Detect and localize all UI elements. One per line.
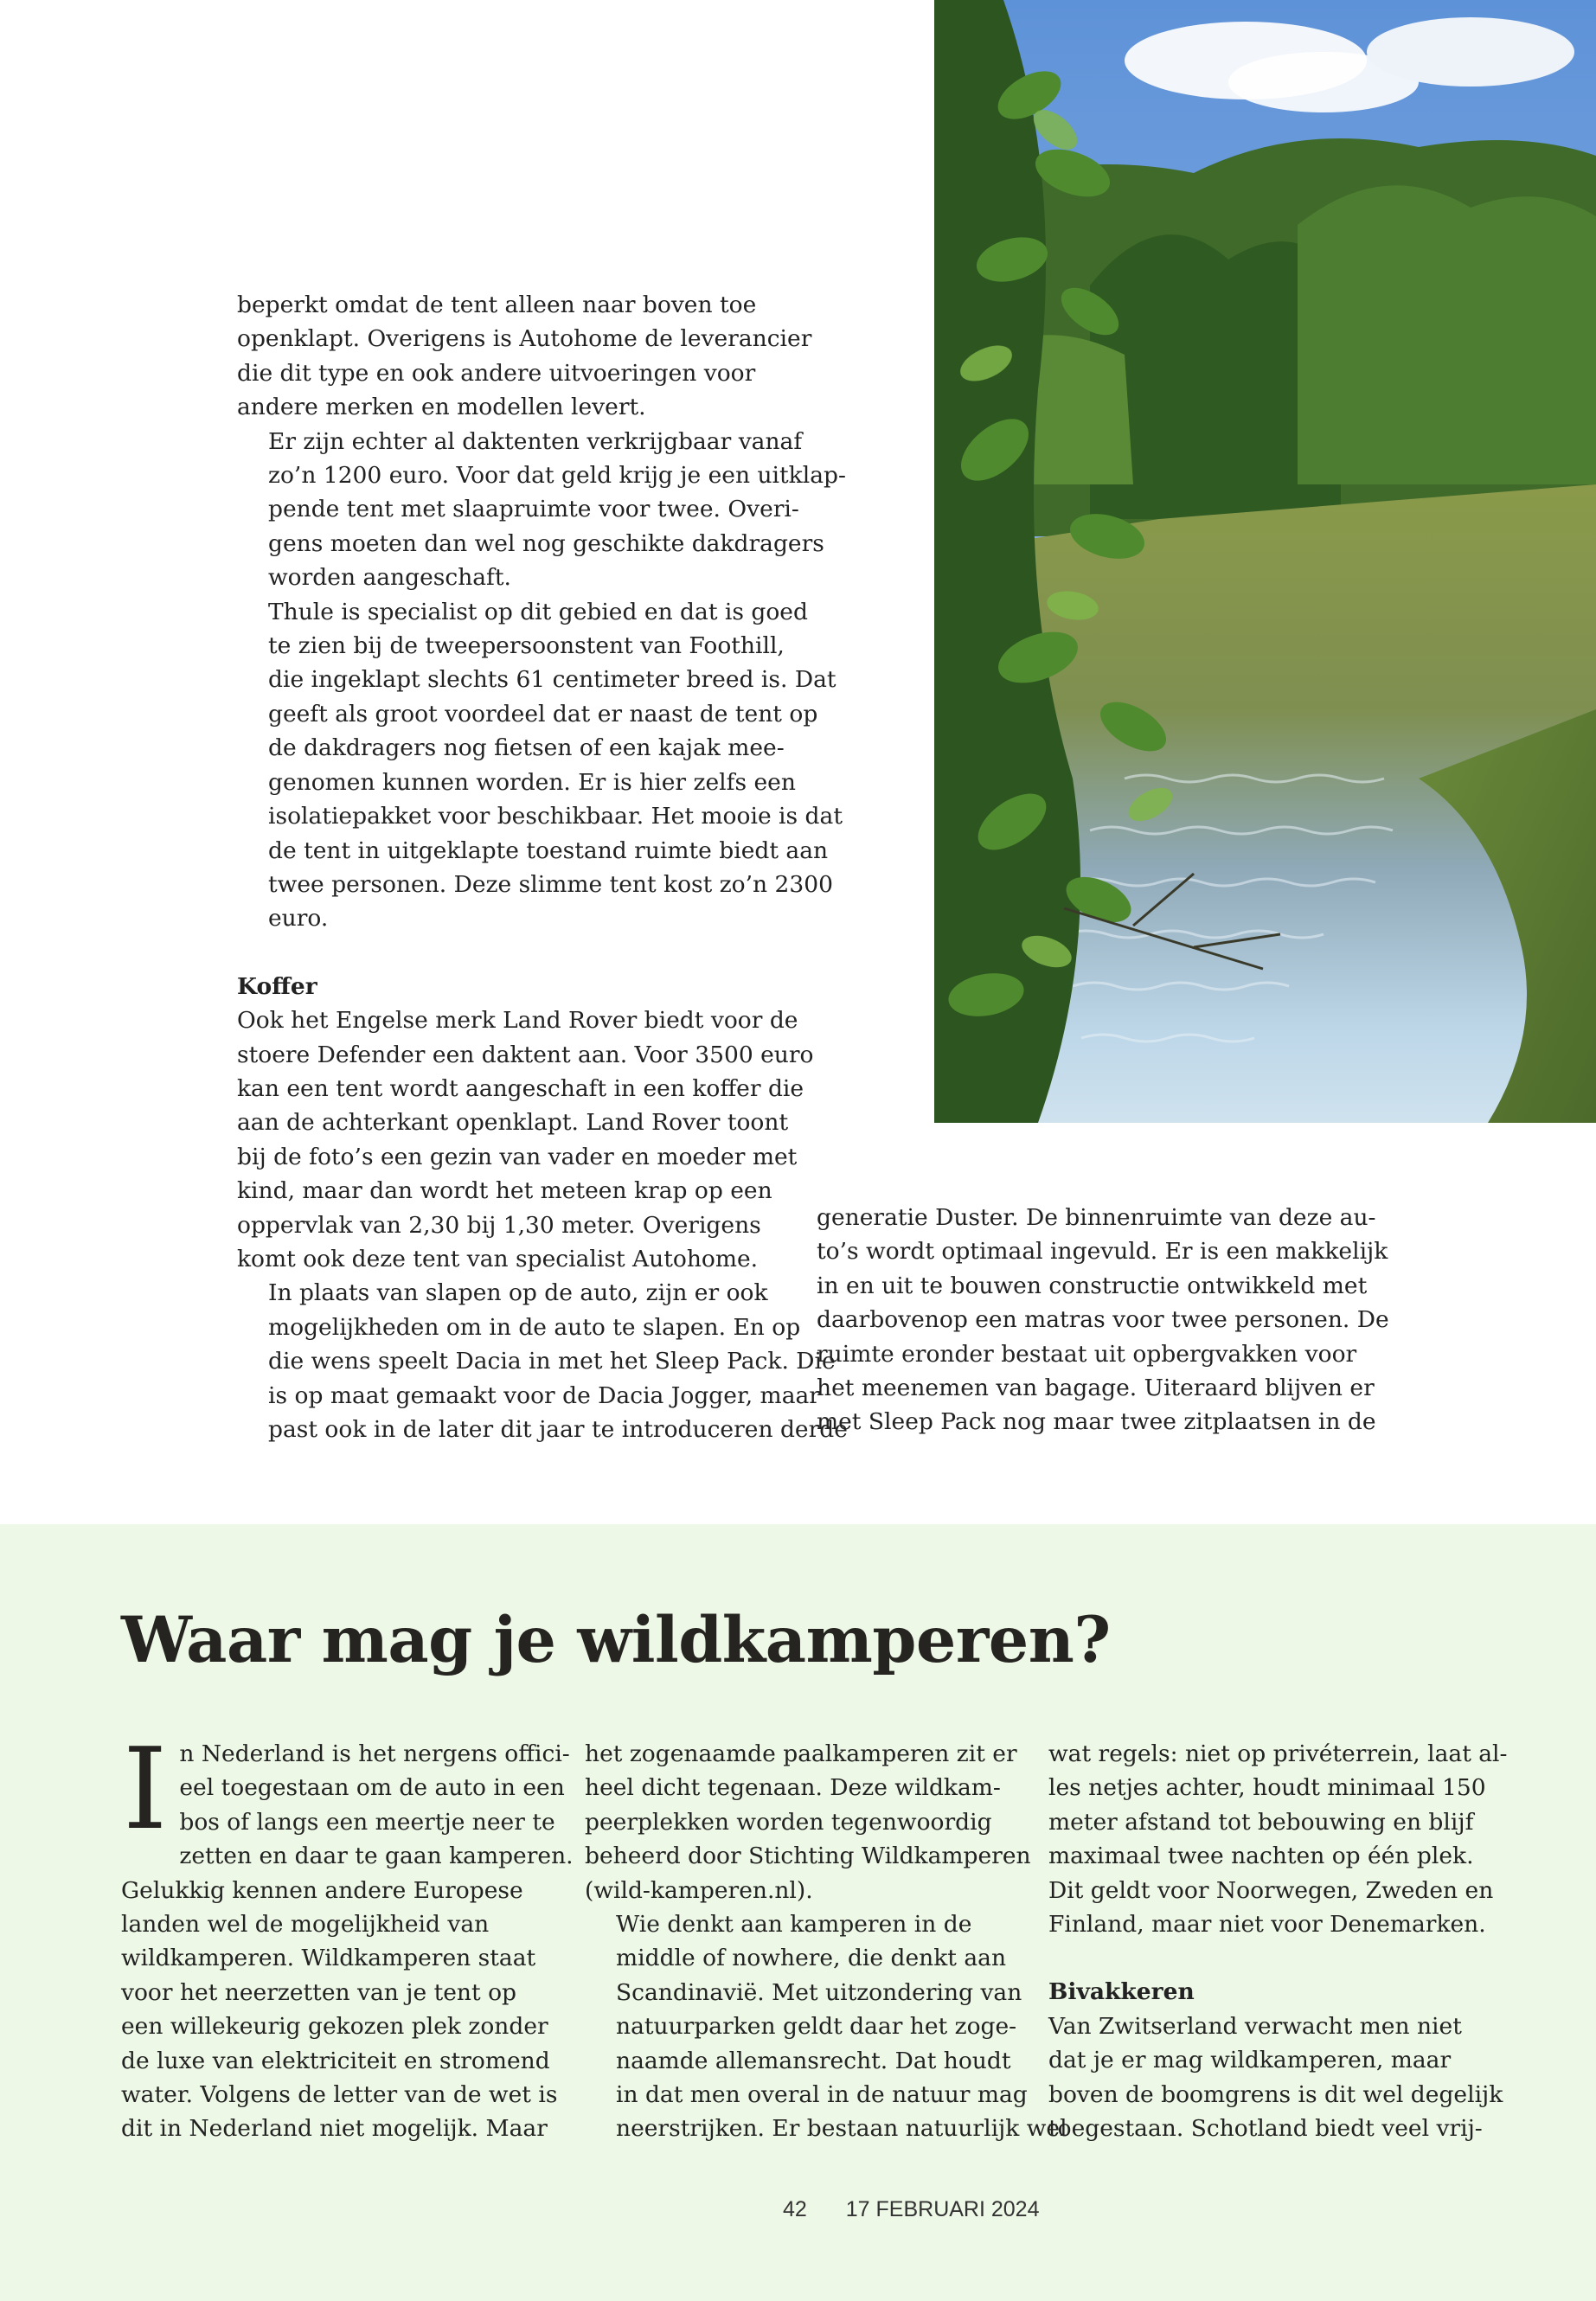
text-line: euro. bbox=[268, 905, 329, 933]
text-line: komt ook deze tent van specialist Autohome. bbox=[237, 1245, 759, 1272]
text-line: isolatiepakket voor beschikbaar. Het mooie is dat bbox=[268, 803, 843, 830]
text-line: maximaal twee nachten op één plek. bbox=[1048, 1843, 1474, 1870]
text-line: dit in Nederland niet mogelijk. Maar bbox=[121, 2115, 548, 2143]
text-line: met Sleep Pack nog maar twee zitplaatsen in de bbox=[817, 1408, 1376, 1436]
text-line: n Nederland is het nergens offici- bbox=[179, 1740, 570, 1767]
text-line: Gelukkig kennen andere Europese bbox=[121, 1876, 523, 1904]
box-column-1 bbox=[121, 1723, 574, 2146]
text-line: In plaats van slapen op de auto, zijn er ook bbox=[268, 1279, 768, 1307]
article-column-2 bbox=[817, 1201, 1389, 1439]
text-line: generatie Duster. De binnenruimte van deze au- bbox=[817, 1204, 1376, 1231]
text-line: landen wel de mogelijkheid van bbox=[121, 1911, 490, 1939]
paragraph bbox=[237, 1003, 814, 1276]
text-line: beheerd door Stichting Wildkamperen bbox=[585, 1843, 1031, 1870]
text-line: wildkamperen. Wildkamperen staat bbox=[121, 1945, 536, 1972]
text-line: mogelijkheden om in de auto te slapen. En op bbox=[268, 1313, 801, 1341]
text-line: genomen kunnen worden. Er is hier zelfs een bbox=[268, 768, 796, 796]
text-line: kind, maar dan wordt het meteen krap op een bbox=[237, 1177, 772, 1205]
paragraph bbox=[237, 288, 812, 425]
text-line: die ingeklapt slechts 61 centimeter breed is. Dat bbox=[268, 666, 836, 694]
text-line: die wens speelt Dacia in met het Sleep Pack. Die bbox=[268, 1348, 836, 1375]
text-line: Finland, maar niet voor Denemarken. bbox=[1048, 1911, 1486, 1939]
paragraph bbox=[237, 1276, 848, 1446]
text-line: Wie denkt aan kamperen in de bbox=[616, 1911, 972, 1939]
text-line: zetten en daar te gaan kamperen. bbox=[179, 1843, 574, 1870]
text-line: water. Volgens de letter van de wet is bbox=[121, 2081, 558, 2109]
text-line: Van Zwitserland verwacht men niet bbox=[1048, 2012, 1462, 2040]
lake-photo bbox=[934, 0, 1596, 1123]
text-line: te zien bij de tweepersoonstent van Foothill, bbox=[268, 632, 785, 660]
drop-cap: I bbox=[123, 1723, 168, 1855]
text-line: dat je er mag wildkamperen, maar bbox=[1048, 2047, 1452, 2074]
text-line: boven de boomgrens is dit wel degelijk bbox=[1048, 2080, 1503, 2108]
text-line: les netjes achter, houdt minimaal 150 bbox=[1048, 1774, 1486, 1802]
paragraph bbox=[817, 1201, 1389, 1439]
text-line: is op maat gemaakt voor de Dacia Jogger, maar bbox=[268, 1381, 820, 1409]
box-column-2 bbox=[585, 1737, 1067, 2146]
paragraph bbox=[237, 425, 846, 595]
paragraph bbox=[585, 1907, 1067, 2146]
text-line: Er zijn echter al daktenten verkrijgbaar vanaf bbox=[268, 427, 803, 455]
text-line: kan een tent wordt aangeschaft in een koffer die bbox=[237, 1074, 804, 1102]
text-line: in dat men overal in de natuur mag bbox=[616, 2081, 1028, 2109]
text-line: naamde allemansrecht. Dat houdt bbox=[616, 2047, 1011, 2074]
box-column-3 bbox=[1048, 1737, 1508, 2145]
text-line: eel toegestaan om de auto in een bbox=[179, 1774, 565, 1802]
subheading-koffer: Koffer bbox=[237, 972, 317, 1000]
paragraph bbox=[1048, 1737, 1508, 1941]
lake-photo-illustration bbox=[934, 0, 1596, 1123]
paragraph bbox=[585, 1737, 1031, 1907]
text-line: (wild-kamperen.nl). bbox=[585, 1876, 813, 1904]
text-line: natuurparken geldt daar het zoge- bbox=[616, 2013, 1017, 2041]
text-line: meter afstand tot bebouwing en blijf bbox=[1048, 1808, 1474, 1836]
text-line: bos of langs een meertje neer te bbox=[179, 1808, 555, 1836]
text-line: Scandinavië. Met uitzondering van bbox=[616, 1978, 1022, 2006]
text-line: daarbovenop een matras voor twee personen. De bbox=[817, 1306, 1389, 1334]
text-line: heel dicht tegenaan. Deze wildkam- bbox=[585, 1774, 1001, 1802]
text-line: Dit geldt voor Noorwegen, Zweden en bbox=[1048, 1876, 1494, 1904]
text-line: de luxe van elektriciteit en stromend bbox=[121, 2047, 550, 2074]
text-line: openklapt. Overigens is Autohome de leverancier bbox=[237, 325, 812, 353]
text-line: pende tent met slaapruimte voor twee. Overi- bbox=[268, 496, 799, 523]
text-line: zo’n 1200 euro. Voor dat geld krijg je een uitklap- bbox=[268, 462, 846, 490]
text-line: ruimte eronder bestaat uit opbergvakken voor bbox=[817, 1340, 1357, 1368]
text-line: Thule is specialist op dit gebied en dat is goed bbox=[268, 598, 808, 625]
page-footer bbox=[783, 2197, 1039, 2222]
text-line: de tent in uitgeklapte toestand ruimte biedt aan bbox=[268, 836, 829, 864]
text-line: aan de achterkant openklapt. Land Rover toont bbox=[237, 1109, 789, 1137]
text-line: neerstrijken. Er bestaan natuurlijk wel bbox=[616, 2115, 1067, 2143]
text-line: gens moeten dan wel nog geschikte dakdragers bbox=[268, 529, 824, 557]
text-line: in en uit te bouwen constructie ontwikkeld met bbox=[817, 1272, 1368, 1299]
article-column-1 bbox=[237, 288, 848, 1446]
box-title: Waar mag je wildkamperen? bbox=[121, 1603, 1111, 1677]
text-line: beperkt omdat de tent alleen naar boven toe bbox=[237, 292, 757, 318]
text-line: de dakdragers nog fietsen of een kajak mee- bbox=[268, 734, 785, 762]
text-line: to’s wordt optimaal ingevuld. Er is een makkelijk bbox=[817, 1238, 1388, 1266]
text-line: stoere Defender een daktent aan. Voor 3500 euro bbox=[237, 1041, 814, 1068]
text-line: geeft als groot voordeel dat er naast de tent op bbox=[268, 700, 818, 727]
text-line: andere merken en modellen levert. bbox=[237, 394, 646, 421]
paragraph bbox=[121, 1723, 574, 2146]
text-line: het zogenaamde paalkamperen zit er bbox=[585, 1740, 1017, 1767]
text-line: Ook het Engelse merk Land Rover biedt voor de bbox=[237, 1007, 798, 1035]
text-line: past ook in de later dit jaar te introduceren derde bbox=[268, 1416, 848, 1443]
text-line: twee personen. Deze slimme tent kost zo’n 2300 bbox=[268, 870, 833, 898]
text-line: bij de foto’s een gezin van vader en moeder met bbox=[237, 1143, 798, 1170]
text-line: oppervlak van 2,30 bij 1,30 meter. Overigens bbox=[237, 1211, 761, 1239]
paragraph bbox=[1048, 2009, 1503, 2146]
text-line: worden aangeschaft. bbox=[268, 564, 511, 592]
text-line: die dit type en ook andere uitvoeringen voor bbox=[237, 359, 756, 387]
page-number: 42 bbox=[783, 2197, 807, 2221]
text-line: het meenemen van bagage. Uiteraard blijven er bbox=[817, 1375, 1375, 1402]
text-line: toegestaan. Schotland biedt veel vrij- bbox=[1048, 2115, 1483, 2143]
text-line: voor het neerzetten van je tent op bbox=[121, 1978, 516, 2006]
text-line: een willekeurig gekozen plek zonder bbox=[121, 2013, 548, 2041]
issue-date: 17 FEBRUARI 2024 bbox=[845, 2197, 1040, 2221]
paragraph bbox=[237, 595, 843, 936]
subheading-bivakkeren: Bivakkeren bbox=[1048, 1978, 1195, 2006]
text-line: middle of nowhere, die denkt aan bbox=[616, 1945, 1007, 1972]
text-line: peerplekken worden tegenwoordig bbox=[585, 1808, 992, 1836]
text-line: wat regels: niet op privéterrein, laat al- bbox=[1048, 1740, 1508, 1767]
